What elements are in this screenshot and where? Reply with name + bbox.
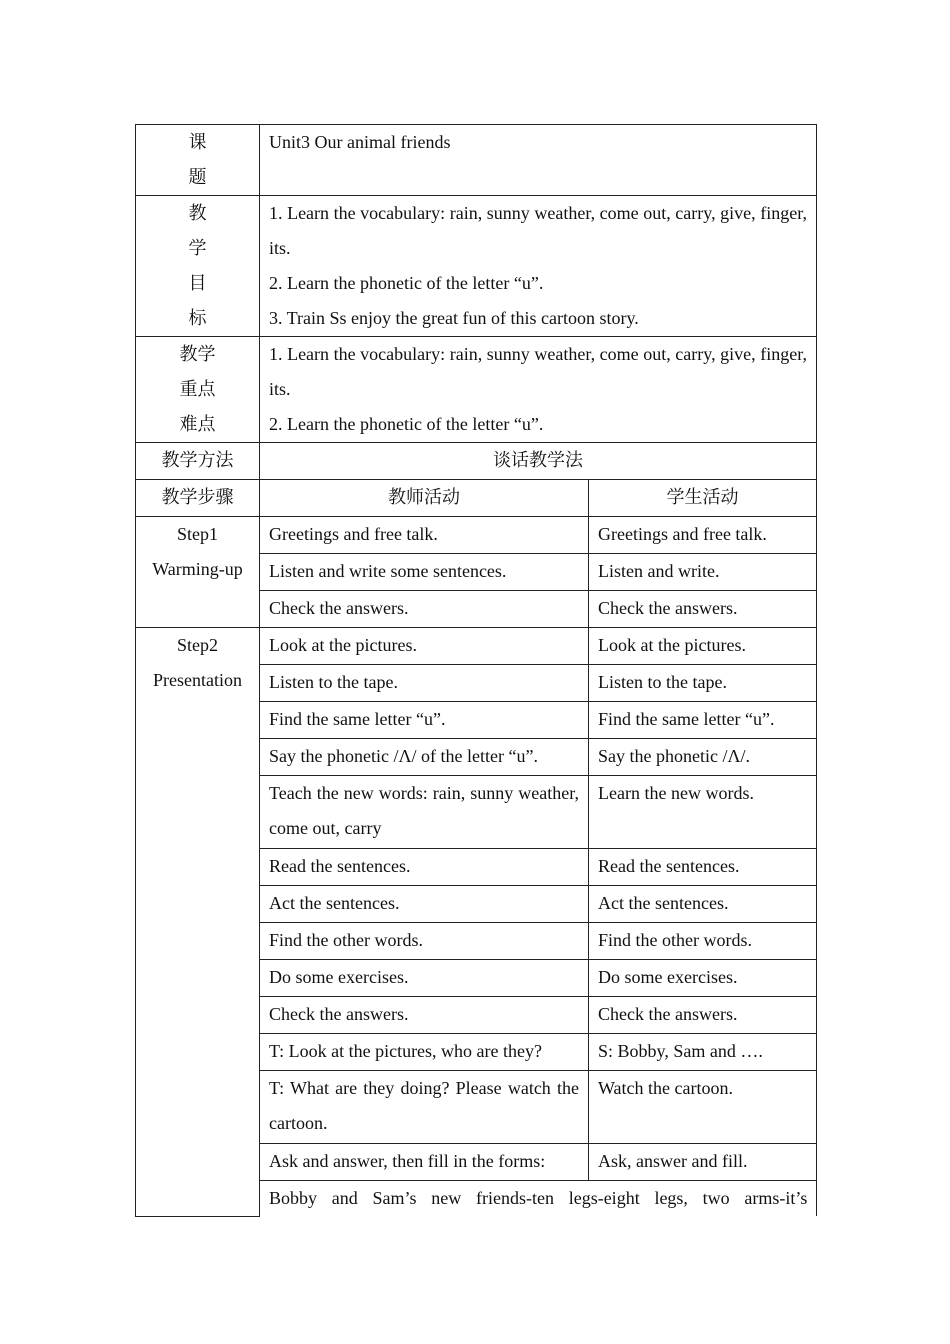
key-points-label: 教学 重点 难点 (136, 337, 260, 443)
teacher-activity: Check the answers. (260, 997, 589, 1034)
teacher-activity: Act the sentences. (260, 886, 589, 923)
student-activity: Do some exercises. (589, 960, 817, 997)
objective-item: 1. Learn the vocabulary: rain, sunny weather, come out, carry, give, finger, its. (269, 203, 807, 258)
step2-label: Step2 Presentation (136, 628, 260, 1217)
student-activity-header: 学生活动 (589, 480, 817, 517)
student-activity: Find the other words. (589, 923, 817, 960)
student-activity: Look at the pictures. (589, 628, 817, 665)
teacher-activity: Do some exercises. (260, 960, 589, 997)
topic-row (136, 125, 817, 196)
teacher-activity: Listen and write some sentences. (260, 554, 589, 591)
topic-value: Unit3 Our animal friends (260, 125, 817, 196)
student-activity: Watch the cartoon. (589, 1071, 817, 1144)
key-point-item: 1. Learn the vocabulary: rain, sunny weather, come out, carry, give, finger, its. (269, 344, 807, 399)
step1-label: Step1 Warming-up (136, 517, 260, 628)
objectives-content (260, 196, 817, 337)
teacher-activity: Find the other words. (260, 923, 589, 960)
key-point-item: 2. Learn the phonetic of the letter “u”. (269, 414, 544, 434)
student-activity: Check the answers. (589, 997, 817, 1034)
student-activity: Listen and write. (589, 554, 817, 591)
student-activity: Listen to the tape. (589, 665, 817, 702)
teacher-activity: Find the same letter “u”. (260, 702, 589, 739)
objective-item: 2. Learn the phonetic of the letter “u”. (269, 273, 544, 293)
teacher-activity: T: What are they doing? Please watch the cartoon. (260, 1071, 589, 1144)
student-activity: Act the sentences. (589, 886, 817, 923)
teacher-activity: T: Look at the pictures, who are they? (260, 1034, 589, 1071)
teacher-activity: Teach the new words: rain, sunny weather, come out, carry (260, 776, 589, 849)
student-activity: Check the answers. (589, 591, 817, 628)
student-activity: Learn the new words. (589, 776, 817, 849)
teacher-activity: Say the phonetic /Λ/ of the letter “u”. (260, 739, 589, 776)
objective-item: 3. Train Ss enjoy the great fun of this cartoon story. (269, 308, 639, 328)
student-activity: Find the same letter “u”. (589, 702, 817, 739)
student-activity: Say the phonetic /Λ/. (589, 739, 817, 776)
student-activity: S: Bobby, Sam and …. (589, 1034, 817, 1071)
objectives-row (136, 196, 817, 337)
topic-label: 课 题 (136, 125, 260, 196)
teacher-activity: Check the answers. (260, 591, 589, 628)
steps-header: 教学步骤 (136, 480, 260, 517)
method-row (136, 443, 817, 480)
teacher-activity-header: 教师活动 (260, 480, 589, 517)
step2-row (136, 628, 817, 665)
student-activity: Read the sentences. (589, 849, 817, 886)
student-activity: Ask, answer and fill. (589, 1144, 817, 1181)
method-label: 教学方法 (136, 443, 260, 480)
method-value: 谈话教学法 (260, 443, 817, 480)
steps-header-row (136, 480, 817, 517)
step2-summary: Bobby and Sam’s new friends-ten legs-eight legs, two arms-it’s (260, 1181, 817, 1217)
teacher-activity: Look at the pictures. (260, 628, 589, 665)
key-points-content (260, 337, 817, 443)
lesson-plan-table (135, 124, 817, 1217)
teacher-activity: Greetings and free talk. (260, 517, 589, 554)
teacher-activity: Read the sentences. (260, 849, 589, 886)
teacher-activity: Ask and answer, then fill in the forms: (260, 1144, 589, 1181)
key-points-row (136, 337, 817, 443)
step1-row (136, 517, 817, 554)
objectives-label: 教 学 目 标 (136, 196, 260, 337)
student-activity: Greetings and free talk. (589, 517, 817, 554)
teacher-activity: Listen to the tape. (260, 665, 589, 702)
